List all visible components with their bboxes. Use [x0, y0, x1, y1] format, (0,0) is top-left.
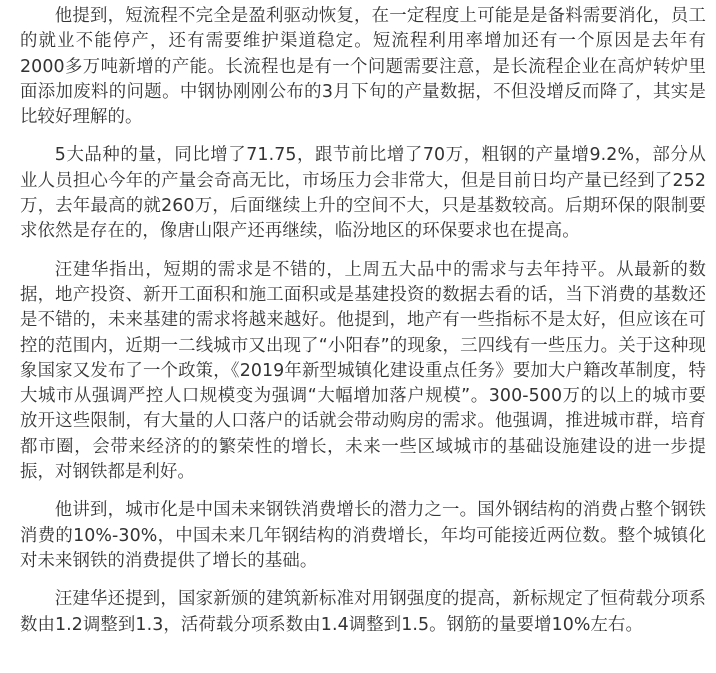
paragraph-short-process: 他提到，短流程不完全是盈利驱动恢复，在一定程度上可能是是备料需要消化，员工的就业不能停产，还有需要维护渠道稳定。短流程利用率增加还有一个原因是去年有2000多万吨新增的产能。长流程也是有一个问题需要注意，是长流程企业在高炉转炉里面添加废料的问题。中钢协刚刚公布的3月下旬的产量数据，不但没增反而降了，其实是比较好理解的。: [20, 6, 706, 128]
paragraph-urbanization: 他讲到，城市化是中国未来钢铁消费增长的潜力之一。国外钢结构的消费占整个钢铁消费的10%-30%，中国未来几年钢结构的消费增长，年均可能接近两位数。整个城镇化对未来钢铁的消费提供了增长的基础。: [20, 500, 706, 571]
paragraph-building-standard: 汪建华还提到，国家新颁的建筑新标准对用钢强度的提高，新标规定了恒荷载分项系数由1.2调整到1.3，活荷载分项系数由1.4调整到1.5。钢筋的量要增10%左右。: [20, 589, 706, 635]
paragraph-demand-outlook: 汪建华指出，短期的需求是不错的，上周五大品中的需求与去年持平。从最新的数据，地产投资、新开工面积和施工面积或是基建投资的数据去看的话，当下消费的基数还是不错的，未来基建的需求将越来越好。他提到，地产有一些指标不是太好，但应该在可控的范围内，近期一二线城市又出现了“小阳春”的现象，三四线有一些压力。关于这种现象国家又发布了一个政策，《2019年新型城镇化建设重点任务》要加大户籍改革制度，特大城市从强调严控人口规模变为强调“大幅增加落户规模”。300-500万的以上的城市要放开这些限制，有大量的人口落户的话就会带动购房的需求。他强调，推进城市群，培育都市圈，会带来经济的的繁荣性的增长，未来一些区域城市的基础设施建设的进一步提振，对钢铁都是利好。: [20, 259, 706, 483]
paragraph-five-products: 5大品种的量，同比增了71.75，跟节前比增了70万，粗钢的产量增9.2%，部分从业人员担心今年的产量会奇高无比，市场压力会非常大，但是目前日均产量已经到了252万，去年最高的就260万，后面继续上升的空间不大，只是基数较高。后期环保的限制要求依然是存在的，像唐山限产还再继续，临汾地区的环保要求也在提高。: [20, 145, 706, 242]
